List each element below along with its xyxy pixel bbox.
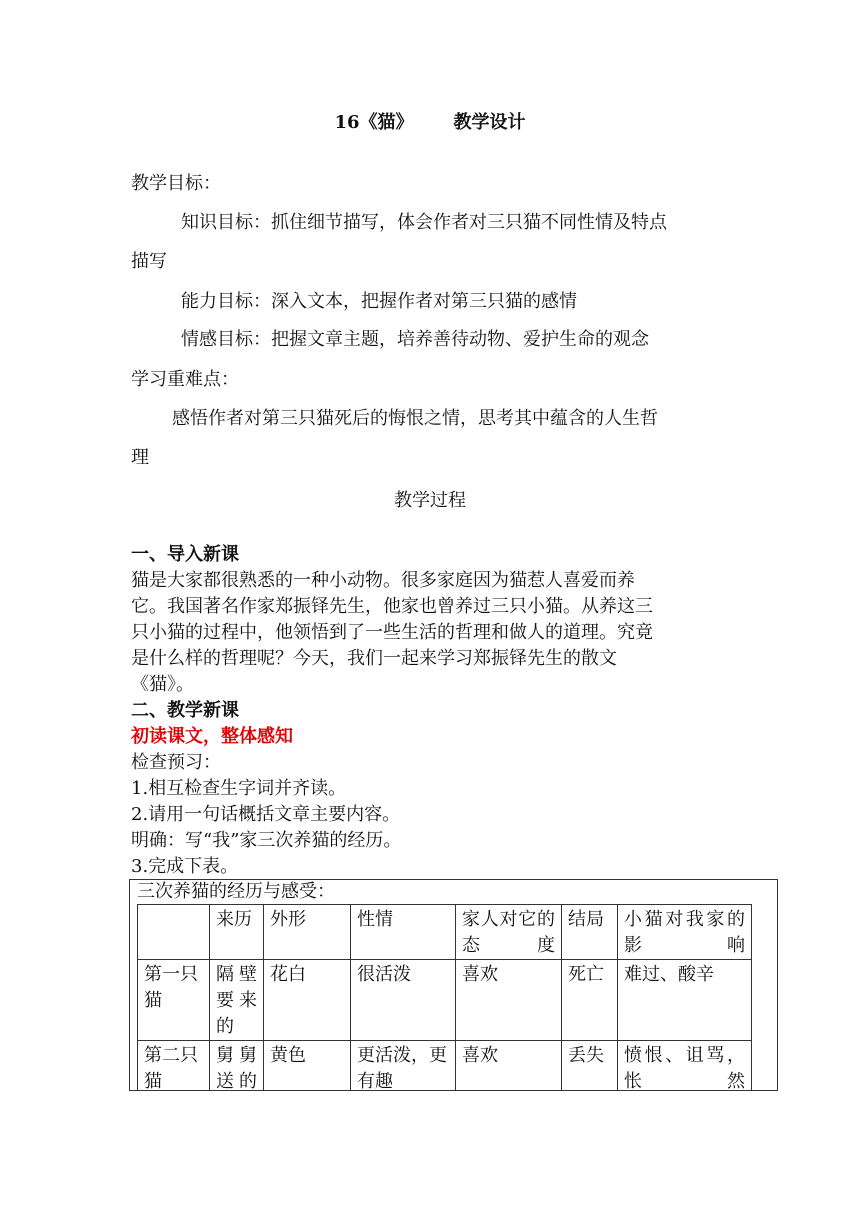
- table-row: [138, 960, 752, 1041]
- table-cell: [618, 1041, 752, 1092]
- section1-line: 它。我国著名作家郑振铎先生，他家也曾养过三只小猫。从养这三: [131, 596, 653, 617]
- table-caption: 三次养猫的经历与感受：: [137, 881, 335, 902]
- header-cell-text: 小猫对我家的影响: [624, 909, 745, 956]
- header-cell-text: 家人对它的态度: [462, 909, 555, 956]
- title-design: 教学设计: [453, 112, 526, 133]
- table-cell: 难过、酸辛: [618, 960, 752, 1041]
- section1-line: 猫是大家都很熟悉的一种小动物。很多家庭因为猫惹人喜爱而养: [131, 570, 635, 591]
- task-item-2: 2.请用一句话概括文章主要内容。: [131, 804, 401, 825]
- header-cell: [618, 905, 752, 960]
- table-cell-text: 舅舅送的: [216, 1045, 257, 1091]
- ability-objective: 能力目标：深入文本，把握作者对第三只猫的感情: [181, 291, 577, 312]
- table-cell: [210, 960, 264, 1041]
- table-cell: 喜欢: [456, 960, 562, 1041]
- section1-line: 《猫》。: [131, 674, 194, 695]
- table-cell: [210, 1041, 264, 1092]
- table-cell-text: 隔壁要来的: [216, 964, 257, 1037]
- clarify-text: 明确：写“我”家三次养猫的经历。: [131, 830, 402, 851]
- section2-subheading: 初读课文，整体感知: [131, 726, 293, 747]
- table-cell: 花白: [264, 960, 351, 1041]
- task-item-3: 3.完成下表。: [131, 856, 239, 877]
- emotion-objective: 情感目标：把握文章主题，培养善待动物、爱护生命的观念: [181, 329, 649, 350]
- table-cell: 第二只猫: [138, 1041, 210, 1092]
- cat-table-frame: [129, 879, 778, 1091]
- document-title: [0, 108, 860, 134]
- table-cell-text: 愤恨、诅骂，怅然: [624, 1045, 745, 1091]
- table-cell: 喜欢: [456, 1041, 562, 1092]
- table-row: [138, 1041, 752, 1092]
- table-cell: 很活泼: [351, 960, 456, 1041]
- table-cell: 死亡: [562, 960, 618, 1041]
- lesson-body: [131, 542, 731, 880]
- task-item-1: 1.相互检查生字词并齐读。: [131, 778, 347, 799]
- knowledge-objective: 知识目标：抓住细节描写，体会作者对三只猫不同性情及特点: [181, 212, 667, 233]
- table-cell: 第一只猫: [138, 960, 210, 1041]
- section1-line: 只小猫的过程中，他领悟到了一些生活的哲理和做人的道理。究竟: [131, 622, 653, 643]
- cat-comparison-table: [137, 904, 752, 1091]
- header-cell: 结局: [562, 905, 618, 960]
- header-cell: [456, 905, 562, 960]
- process-title: 教学过程: [394, 490, 466, 511]
- table-cell: 丢失: [562, 1041, 618, 1092]
- title-lesson: 16《猫》: [334, 112, 414, 133]
- header-cell: 来历: [210, 905, 264, 960]
- objectives-heading: 教学目标：: [131, 173, 221, 194]
- table-header-row: [138, 905, 752, 960]
- table-cell: 更活泼，更有趣: [351, 1041, 456, 1092]
- difficulty-text: 感悟作者对第三只猫死后的悔恨之情，思考其中蕴含的人生哲: [172, 408, 658, 429]
- check-preview: 检查预习：: [131, 752, 221, 773]
- difficulty-heading: 学习重难点：: [131, 369, 239, 390]
- table-cell: 黄色: [264, 1041, 351, 1092]
- difficulty-text-cont: 理: [131, 447, 149, 468]
- header-cell: 性情: [351, 905, 456, 960]
- header-cell: 外形: [264, 905, 351, 960]
- section2-heading: 二、教学新课: [131, 700, 239, 721]
- knowledge-objective-cont: 描写: [131, 251, 167, 272]
- section1-heading: 一、导入新课: [131, 544, 239, 565]
- header-cell: [138, 905, 210, 960]
- section1-line: 是什么样的哲理呢？今天，我们一起来学习郑振铎先生的散文: [131, 648, 617, 669]
